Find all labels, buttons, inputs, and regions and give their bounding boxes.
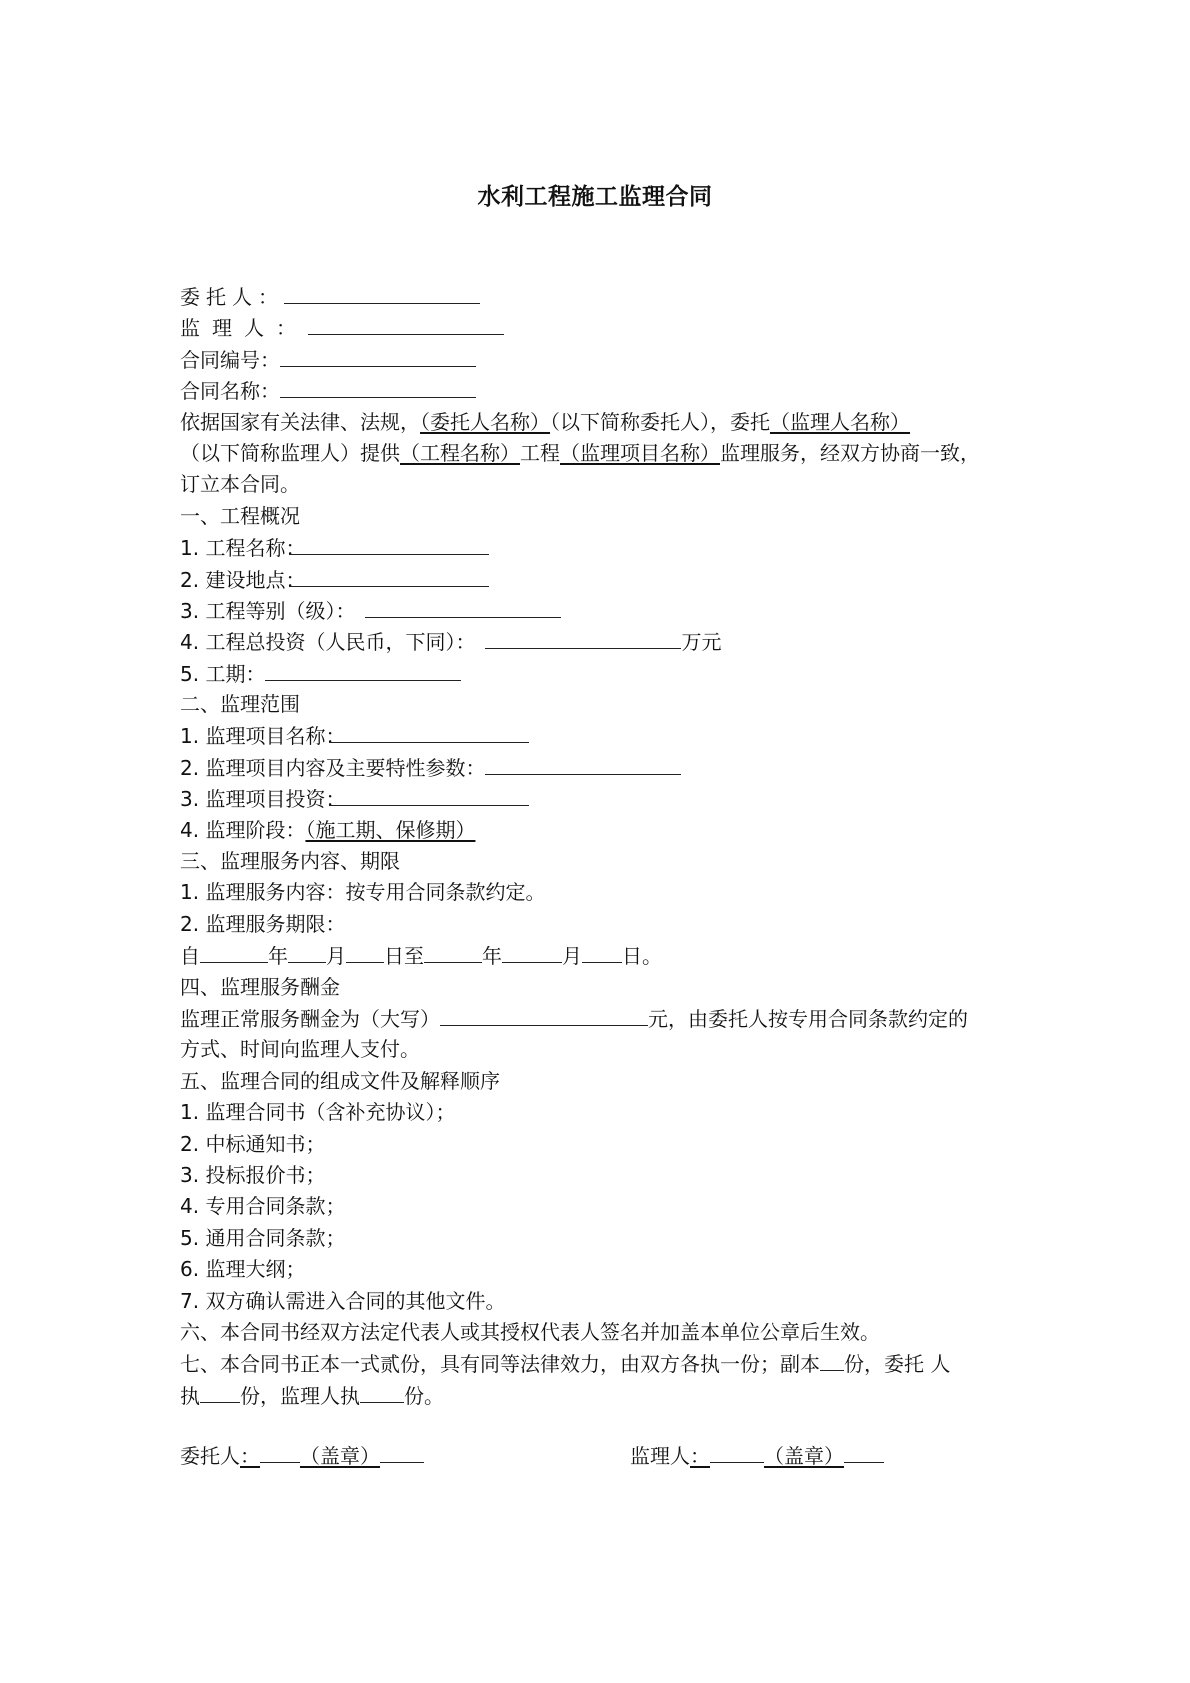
service-period-item: 2. 监理服务期限：	[180, 911, 346, 936]
item-label: 3. 工程等别（级）：	[180, 598, 356, 623]
unit-label: 万元	[681, 630, 722, 655]
supervisor-signature	[630, 1440, 884, 1469]
start-month-blank[interactable]	[288, 940, 326, 963]
intro-text: 依据国家有关法律、法规，	[180, 409, 420, 434]
contract-name-field	[180, 375, 1040, 406]
supervision-project-item	[180, 720, 1040, 751]
intro-text: 工程	[520, 440, 560, 465]
supervisor-seal: （盖章）	[764, 1444, 844, 1468]
client-blank[interactable]	[284, 281, 480, 304]
investment-item	[180, 626, 1040, 657]
supervision-content-item	[180, 752, 1040, 783]
copies-blank[interactable]	[820, 1348, 844, 1371]
client-signature-blank[interactable]	[260, 1440, 300, 1463]
date-text: 日。	[622, 944, 662, 969]
supervision-stage-item	[180, 815, 1040, 846]
fee-line-2: 方式、时间向监理人支付。	[180, 1037, 420, 1062]
service-period-dates	[180, 940, 1040, 971]
intro-line-3	[180, 469, 1040, 500]
doc-list-item: 6. 监理大纲；	[180, 1257, 306, 1282]
item-label: 2. 监理项目内容及主要特性参数：	[180, 755, 486, 780]
investment-blank[interactable]	[485, 626, 681, 649]
supervision-investment-blank[interactable]	[329, 783, 529, 806]
doc-list-item: 3. 投标报价书；	[180, 1162, 326, 1187]
item-label: 4. 工程总投资（人民币，下同）：	[180, 630, 476, 655]
client-seal: （盖章）	[300, 1444, 380, 1468]
contract-name-label: 合同名称：	[180, 379, 280, 404]
start-year-blank[interactable]	[200, 940, 268, 963]
intro-text: 监理服务，经双方协商一致，	[720, 440, 980, 465]
intro-text: （以下简称委托人），委托	[550, 409, 770, 434]
grade-blank[interactable]	[365, 595, 561, 618]
project-name-placeholder: （工程名称）	[400, 440, 520, 465]
copies-text: 执	[180, 1383, 200, 1408]
doc-list-item: 1. 监理合同书（含补充协议）；	[180, 1100, 456, 1125]
client-seal-blank[interactable]	[380, 1440, 424, 1463]
signature-colon: ：	[690, 1444, 710, 1468]
intro-line-1	[180, 407, 1040, 438]
item-label: 1. 工程名称：	[180, 536, 306, 561]
client-name-placeholder: （委托人名称）	[420, 409, 550, 434]
item-label: 3. 监理项目投资：	[180, 787, 346, 812]
contract-no-field	[180, 344, 1040, 375]
section-heading: 一、工程概况	[180, 503, 300, 528]
location-blank[interactable]	[289, 564, 489, 587]
supervisor-seal-blank[interactable]	[844, 1440, 884, 1463]
section6-text: 六、本合同书经双方法定代表人或其授权代表人签名并加盖本单位公章后生效。	[180, 1319, 880, 1344]
item-label: 2. 建设地点：	[180, 567, 306, 592]
end-month-blank[interactable]	[502, 940, 562, 963]
section-heading: 四、监理服务酬金	[180, 974, 340, 999]
copies-text: 份，监理人执	[240, 1383, 360, 1408]
intro-text: 订立本合同。	[180, 472, 300, 497]
client-signature	[180, 1440, 424, 1469]
supervision-project-blank[interactable]	[329, 720, 529, 743]
service-content-item: 1. 监理服务内容：按专用合同条款约定。	[180, 880, 546, 905]
signature-label: 监理人	[630, 1444, 690, 1468]
signature-label: 委托人	[180, 1444, 240, 1468]
supervision-project-placeholder: （监理项目名称）	[560, 440, 720, 465]
date-text: 月	[562, 944, 582, 969]
duration-blank[interactable]	[265, 658, 461, 681]
start-day-blank[interactable]	[346, 940, 384, 963]
end-day-blank[interactable]	[582, 940, 622, 963]
section-heading: 二、监理范围	[180, 692, 300, 717]
section-heading: 三、监理服务内容、期限	[180, 849, 400, 874]
supervision-content-blank[interactable]	[485, 752, 681, 775]
client-copies-blank[interactable]	[200, 1380, 240, 1403]
date-text: 年	[268, 944, 288, 969]
fee-text: 监理正常服务酬金为（大写）	[180, 1006, 440, 1031]
supervisor-copies-blank[interactable]	[360, 1380, 404, 1403]
copies-text: 七、本合同书正本一式贰份，具有同等法律效力，由双方各执一份；副本	[180, 1352, 820, 1377]
grade-item	[180, 595, 1040, 626]
document-title: 水利工程施工监理合同	[477, 184, 713, 210]
document-body	[180, 281, 1040, 1411]
signature-colon: ：	[240, 1444, 260, 1468]
duration-item	[180, 658, 1040, 689]
supervisor-blank[interactable]	[308, 312, 504, 335]
doc-list-item: 7. 双方确认需进入合同的其他文件。	[180, 1288, 506, 1313]
doc-list-item: 5. 通用合同条款；	[180, 1225, 346, 1250]
supervisor-field	[180, 312, 1040, 343]
intro-text: （以下简称监理人）提供	[180, 440, 400, 465]
client-field	[180, 281, 1040, 312]
fee-amount-blank[interactable]	[440, 1003, 648, 1026]
supervisor-signature-blank[interactable]	[710, 1440, 764, 1463]
client-label: 委托人：	[180, 285, 284, 309]
item-label: 1. 监理项目名称：	[180, 724, 346, 749]
section-heading: 五、监理合同的组成文件及解释顺序	[180, 1068, 500, 1093]
intro-line-2	[180, 438, 1040, 469]
project-name-blank[interactable]	[289, 532, 489, 555]
date-text: 年	[482, 944, 502, 969]
copies-text: 份，委托 人	[844, 1352, 951, 1377]
date-text: 自	[180, 944, 200, 969]
stage-value: （施工期、保修期）	[305, 817, 476, 842]
fee-text: 元，由委托人按专用合同条款约定的	[648, 1006, 968, 1031]
project-name-item	[180, 532, 1040, 563]
supervision-investment-item	[180, 783, 1040, 814]
doc-list-item: 4. 专用合同条款；	[180, 1194, 346, 1219]
date-text: 月	[326, 944, 346, 969]
contract-name-blank[interactable]	[280, 375, 476, 398]
location-item	[180, 564, 1040, 595]
item-label: 5. 工期：	[180, 661, 266, 686]
supervisor-label: 监理人：	[180, 316, 308, 341]
contract-no-blank[interactable]	[280, 344, 476, 367]
date-text: 日至	[384, 944, 424, 969]
item-label: 4. 监理阶段：	[180, 817, 306, 842]
copies-line-2	[180, 1380, 1040, 1411]
end-year-blank[interactable]	[424, 940, 482, 963]
contract-no-label: 合同编号：	[180, 347, 280, 372]
fee-line-1	[180, 1003, 1040, 1034]
doc-list-item: 2. 中标通知书；	[180, 1131, 326, 1156]
copies-line-1	[180, 1348, 1040, 1379]
copies-text: 份。	[404, 1383, 444, 1408]
supervisor-name-placeholder: （监理人名称）	[770, 409, 910, 434]
